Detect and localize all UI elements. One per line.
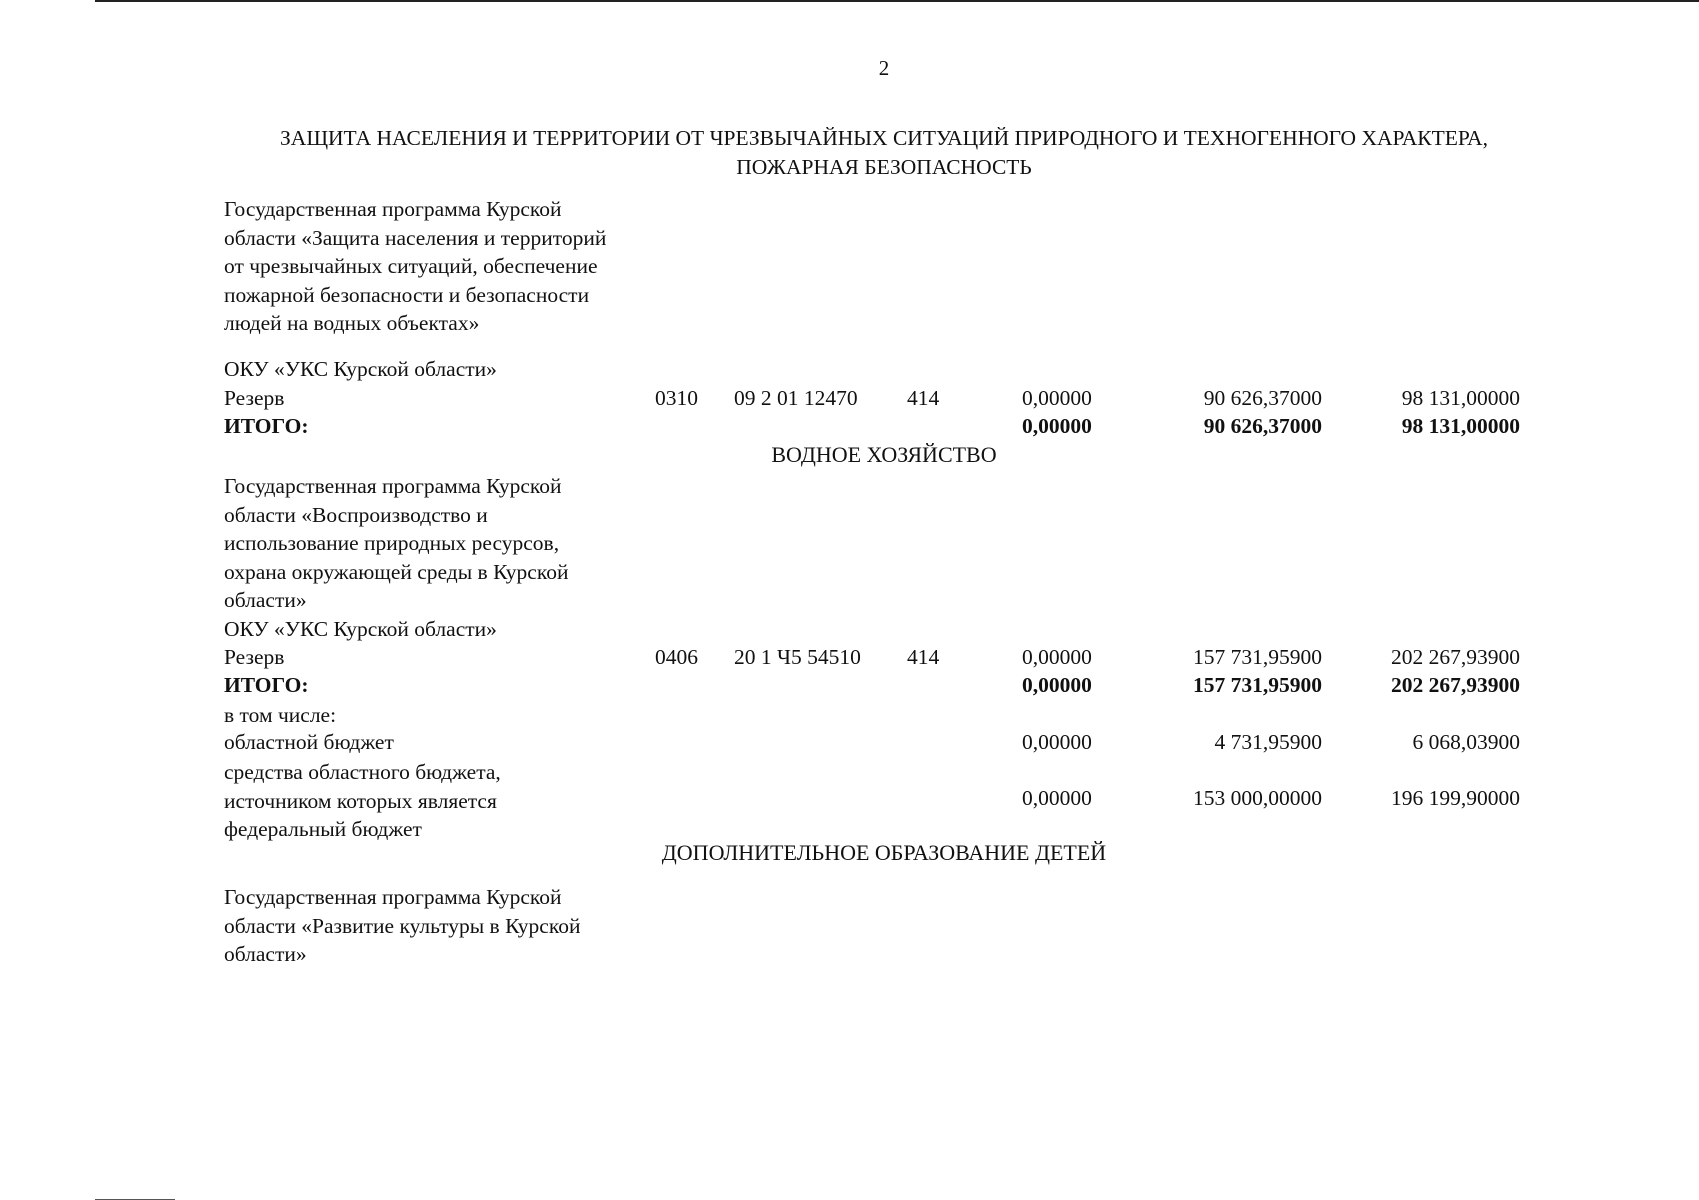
program-line: области» xyxy=(224,942,307,966)
target-code: 20 1 Ч5 54510 xyxy=(734,645,861,669)
organization-name: ОКУ «УКС Курской области» xyxy=(224,616,497,641)
program-line: области «Воспроизводство и xyxy=(224,502,488,527)
program-line: области «Развитие культуры в Курской xyxy=(224,913,581,938)
value-2: 157 731,95900 xyxy=(1193,673,1322,697)
value-3: 196 199,90000 xyxy=(1391,786,1520,810)
reserve-row-water xyxy=(0,645,1699,673)
value-1: 0,00000 xyxy=(1022,386,1092,410)
program-line: Государственная программа Курской xyxy=(224,197,562,221)
federal-source-line: источником которых является xyxy=(224,788,497,813)
value-1: 0,00000 xyxy=(1022,645,1092,669)
main-heading-line-2: ПОЖАРНАЯ БЕЗОПАСНОСТЬ xyxy=(736,155,1032,179)
row-label: Резерв xyxy=(224,645,285,669)
row-label: Резерв xyxy=(224,386,285,410)
program-water xyxy=(224,472,568,643)
program-civil-protection xyxy=(224,195,606,338)
federal-source-line: федеральный бюджет xyxy=(224,817,422,841)
program-line: Государственная программа Курской xyxy=(224,885,562,909)
organization-civil-protection xyxy=(224,355,497,384)
reserve-row-civil-protection xyxy=(0,386,1699,414)
total-row-civil-protection xyxy=(0,414,1699,442)
federal-source-values-row xyxy=(0,786,1699,814)
value-3: 98 131,00000 xyxy=(1401,386,1520,410)
expense-type-code: 414 xyxy=(907,386,940,410)
value-2: 157 731,95900 xyxy=(1193,645,1322,669)
value-1: 0,00000 xyxy=(1022,673,1092,697)
main-heading-line-1: ЗАЩИТА НАСЕЛЕНИЯ И ТЕРРИТОРИИ ОТ ЧРЕЗВЫЧАЙНЫХ СИТУАЦИЙ ПРИРОДНОГО И ТЕХНОГЕННОГО ХАРАКТЕРА, xyxy=(280,126,1488,150)
program-line: людей на водных объектах» xyxy=(224,311,480,335)
target-code: 09 2 01 12470 xyxy=(734,386,858,410)
organization-name: ОКУ «УКС Курской области» xyxy=(224,357,497,381)
value-3: 202 267,93900 xyxy=(1391,673,1520,697)
value-1: 0,00000 xyxy=(1022,414,1092,438)
expense-type-code: 414 xyxy=(907,645,940,669)
total-row-water xyxy=(0,673,1699,701)
program-line: от чрезвычайных ситуаций, обеспечение xyxy=(224,254,598,278)
value-2: 4 731,95900 xyxy=(1214,730,1322,754)
program-line: использование природных ресурсов, xyxy=(224,531,560,555)
value-3: 6 068,03900 xyxy=(1412,730,1520,754)
section-code: 0310 xyxy=(655,386,698,410)
row-label: ИТОГО: xyxy=(224,414,309,438)
section-heading-water: ВОДНОЕ ХОЗЯЙСТВО xyxy=(771,442,997,467)
value-1: 0,00000 xyxy=(1022,730,1092,754)
value-3: 98 131,00000 xyxy=(1401,414,1520,438)
section-heading-education: ДОПОЛНИТЕЛЬНОЕ ОБРАЗОВАНИЕ ДЕТЕЙ xyxy=(661,840,1107,865)
scan-edge-top xyxy=(95,0,1699,2)
value-2: 90 626,37000 xyxy=(1203,414,1322,438)
regional-budget-row xyxy=(0,730,1699,758)
row-label: ИТОГО: xyxy=(224,673,309,697)
program-line: Государственная программа Курской xyxy=(224,474,562,498)
including-text: в том числе: xyxy=(224,703,337,727)
page-number: 2 xyxy=(878,56,890,80)
main-heading xyxy=(0,124,1699,182)
section-code: 0406 xyxy=(655,645,698,669)
row-label: областной бюджет xyxy=(224,730,394,754)
program-line: области» xyxy=(224,588,307,612)
including-label xyxy=(224,701,336,730)
program-line: пожарной безопасности и безопасности xyxy=(224,282,590,307)
value-2: 90 626,37000 xyxy=(1203,386,1322,410)
federal-source-line: средства областного бюджета, xyxy=(224,760,501,784)
program-education xyxy=(224,883,580,969)
program-line: охрана окружающей среды в Курской xyxy=(224,559,569,584)
value-2: 153 000,00000 xyxy=(1193,786,1322,810)
value-3: 202 267,93900 xyxy=(1391,645,1520,669)
program-line: области «Защита населения и территорий xyxy=(224,225,607,250)
value-1: 0,00000 xyxy=(1022,786,1092,810)
